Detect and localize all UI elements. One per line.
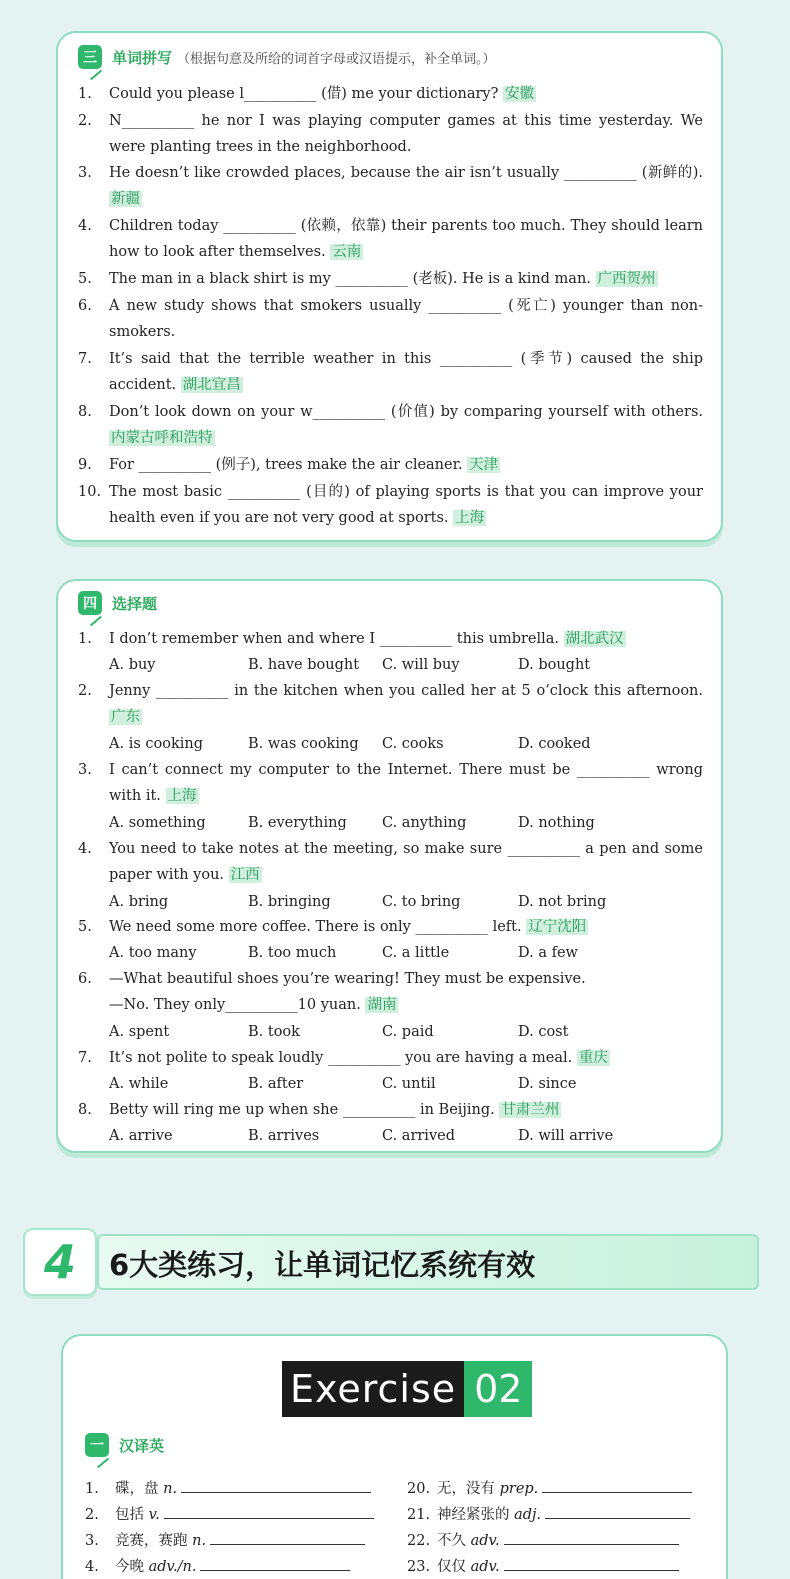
vocab-number: 20. <box>407 1481 431 1497</box>
question-item <box>78 346 703 399</box>
vocab-number: 4. <box>85 1559 99 1575</box>
region-tag: 上海 <box>455 510 485 527</box>
exercise-title-word: Exercise <box>282 1361 464 1417</box>
vocab-chinese: 今晚 <box>115 1559 149 1575</box>
vocab-part-of-speech: v. <box>148 1507 160 1523</box>
question-text: Don’t look down on your w__________ (价值) by comparing yourself with others. 内蒙古呼和浩特 <box>109 404 703 447</box>
answer-option[interactable]: D. a few <box>518 945 578 962</box>
vocab-chinese: 无，没有 <box>437 1481 500 1497</box>
region-tag: 江西 <box>230 867 260 884</box>
banner-number-badge: 4 <box>23 1228 97 1296</box>
question-text: —What beautiful shoes you’re wearing! They must be expensive. —No. They only__________10 yuan. 湖南 <box>109 971 586 1014</box>
answer-option[interactable]: D. cooked <box>518 735 591 752</box>
vocab-part-of-speech: n. <box>192 1533 207 1549</box>
answer-option[interactable]: B. was cooking <box>248 735 359 752</box>
vocab-item <box>407 1476 692 1502</box>
question-text: The most basic __________ (目的) of playing sports is that you can improve your health even if you are not very good at sports. 上海 <box>109 484 703 527</box>
answer-option[interactable]: B. have bought <box>248 657 360 674</box>
question-item <box>78 836 703 915</box>
answer-option[interactable]: D. nothing <box>518 814 595 831</box>
question-text: For __________ (例子), trees make the air cleaner. 天津 <box>109 457 499 473</box>
vocab-chinese: 神经紧张的 <box>437 1507 515 1523</box>
question-text: N__________ he nor I was playing computer games at this time yesterday. We were planting trees in the neighborhood. <box>109 113 703 156</box>
answer-option[interactable]: B. arrives <box>248 1128 320 1145</box>
answer-option[interactable]: A. spent <box>109 1023 170 1040</box>
exercise-title-number: 02 <box>464 1361 532 1417</box>
section-header <box>85 1433 164 1457</box>
region-tag: 新疆 <box>111 191 140 208</box>
answer-blank[interactable] <box>181 1477 371 1493</box>
vocab-part-of-speech: adv./n. <box>148 1559 197 1575</box>
answer-option[interactable]: B. too much <box>248 945 337 962</box>
answer-option[interactable]: A. something <box>109 814 206 831</box>
answer-blank[interactable] <box>504 1555 679 1571</box>
region-tag: 湖南 <box>367 997 397 1014</box>
question-text: Children today __________ (依赖，依靠) their parents too much. They should learn how to look after themselves. 云南 <box>109 218 703 261</box>
answer-option[interactable]: D. bought <box>518 657 591 674</box>
region-tag: 安徽 <box>504 86 534 102</box>
question-item <box>78 399 703 452</box>
question-item <box>78 966 703 1045</box>
answer-option[interactable]: A. buy <box>109 657 156 674</box>
answer-option[interactable]: D. since <box>518 1076 577 1093</box>
exercise-card <box>61 1334 728 1579</box>
multiple-choice-section-card <box>56 579 723 1153</box>
spelling-section-card <box>56 31 723 542</box>
question-number: 3. <box>78 762 92 778</box>
question-number: 8. <box>78 404 92 420</box>
question-item <box>78 914 703 967</box>
question-item <box>78 1097 703 1150</box>
question-text: Could you please l__________ (借) me your dictionary? 安徽 <box>109 86 534 102</box>
answer-blank[interactable] <box>164 1503 374 1519</box>
vocab-chinese: 包括 <box>115 1507 149 1523</box>
vocab-part-of-speech: n. <box>163 1481 178 1497</box>
vocab-chinese: 竞赛，赛跑 <box>115 1533 193 1549</box>
region-tag: 湖北宜昌 <box>182 377 241 394</box>
vocab-item <box>85 1502 374 1528</box>
answer-option[interactable]: A. bring <box>109 893 169 910</box>
answer-option[interactable]: C. until <box>382 1076 436 1093</box>
answer-option[interactable]: B. after <box>248 1076 304 1093</box>
answer-option[interactable]: C. paid <box>382 1023 434 1040</box>
question-item <box>78 266 703 292</box>
answer-option[interactable]: C. a little <box>382 945 450 962</box>
region-tag: 广西贺州 <box>597 271 656 287</box>
region-tag: 重庆 <box>578 1050 608 1066</box>
vocab-number: 21. <box>407 1507 431 1523</box>
vocab-number: 3. <box>85 1533 99 1549</box>
question-number: 3. <box>78 165 92 181</box>
feature-banner <box>97 1234 759 1290</box>
question-item <box>78 108 703 161</box>
question-text: He doesn’t like crowded places, because the air isn’t usually __________ (新鲜的). 新疆 <box>109 165 703 208</box>
answer-blank[interactable] <box>210 1529 365 1545</box>
answer-option[interactable]: D. cost <box>518 1023 569 1040</box>
banner-text: 6大类练习，让单词记忆系统有效 <box>109 1248 536 1282</box>
question-number: 4. <box>78 841 92 857</box>
answer-option[interactable]: A. is cooking <box>109 735 204 752</box>
question-text: A new study shows that smokers usually __________ (死亡) younger than non-smokers. <box>109 298 703 341</box>
question-item <box>78 479 703 532</box>
section-header <box>78 45 496 69</box>
section-number-badge: 三 <box>78 45 102 69</box>
section-header <box>78 591 157 615</box>
answer-blank[interactable] <box>542 1477 692 1493</box>
vocab-part-of-speech: adj. <box>514 1507 542 1523</box>
section-title: 单词拼写 <box>112 48 173 67</box>
question-number: 1. <box>78 631 92 647</box>
question-text: Betty will ring me up when she __________ in Beijing. 甘肃兰州 <box>109 1102 560 1118</box>
question-item <box>78 160 703 213</box>
question-text: It’s said that the terrible weather in this __________ (季节) caused the ship accident. 湖北宜昌 <box>109 351 703 394</box>
vocab-chinese: 不久 <box>437 1533 471 1549</box>
answer-blank[interactable] <box>545 1503 690 1519</box>
vocab-part-of-speech: prep. <box>499 1481 539 1497</box>
answer-option[interactable]: A. arrive <box>109 1128 173 1145</box>
question-number: 5. <box>78 271 92 287</box>
vocab-number: 2. <box>85 1507 99 1523</box>
question-item <box>78 452 703 478</box>
question-number: 6. <box>78 298 92 314</box>
section-number-badge: 四 <box>78 591 102 615</box>
vocab-chinese: 碟，盘 <box>115 1481 164 1497</box>
answer-option[interactable]: B. bringing <box>248 893 331 910</box>
vocab-item <box>85 1528 365 1554</box>
region-tag: 湖北武汉 <box>565 631 624 647</box>
answer-blank[interactable] <box>200 1555 350 1571</box>
answer-option[interactable]: D. will arrive <box>518 1128 614 1145</box>
answer-option[interactable]: B. took <box>248 1023 300 1040</box>
question-number: 4. <box>78 218 92 234</box>
question-number: 2. <box>78 113 92 129</box>
answer-blank[interactable] <box>504 1529 679 1545</box>
question-text: It’s not polite to speak loudly __________ you are having a meal. 重庆 <box>109 1050 608 1066</box>
region-tag: 广东 <box>111 709 140 726</box>
question-number: 1. <box>78 86 92 102</box>
question-item <box>78 81 703 107</box>
answer-option[interactable]: A. too many <box>109 945 197 962</box>
question-item <box>78 293 703 346</box>
answer-option[interactable]: C. will buy <box>382 657 460 674</box>
region-tag: 甘肃兰州 <box>501 1102 560 1118</box>
question-text: I can’t connect my computer to the Internet. There must be __________ wrong with it. 上海 <box>109 762 703 805</box>
vocab-number: 1. <box>85 1481 99 1497</box>
question-item <box>78 757 703 836</box>
question-number: 9. <box>78 457 92 473</box>
question-number: 8. <box>78 1102 92 1118</box>
answer-option[interactable]: B. everything <box>248 814 347 831</box>
vocab-number: 22. <box>407 1533 431 1549</box>
question-number: 7. <box>78 351 92 367</box>
vocab-chinese: 仅仅 <box>437 1559 471 1575</box>
question-item <box>78 626 703 679</box>
region-tag: 辽宁沈阳 <box>528 919 587 935</box>
question-text: The man in a black shirt is my __________ (老板). He is a kind man. 广西贺州 <box>109 271 656 287</box>
vocab-part-of-speech: adv. <box>470 1533 500 1549</box>
question-number: 2. <box>78 683 92 699</box>
vocab-number: 23. <box>407 1559 431 1575</box>
section-title: 选择题 <box>112 594 158 613</box>
section-instructions: （根据句意及所给的词首字母或汉语提示，补全单词。） <box>177 51 496 67</box>
question-text: We need some more coffee. There is only __________ left. 辽宁沈阳 <box>109 919 587 935</box>
answer-option[interactable]: C. to bring <box>382 893 461 910</box>
section-title: 汉译英 <box>119 1436 165 1455</box>
vocab-item <box>407 1502 690 1528</box>
answer-option[interactable]: C. anything <box>382 814 467 831</box>
question-text: I don’t remember when and where I __________ this umbrella. 湖北武汉 <box>109 631 624 647</box>
vocab-item <box>85 1476 371 1502</box>
answer-option[interactable]: A. while <box>109 1076 169 1093</box>
question-item <box>78 1045 703 1098</box>
question-number: 10. <box>78 484 102 500</box>
question-number: 5. <box>78 919 92 935</box>
vocab-part-of-speech: adv. <box>470 1559 500 1575</box>
region-tag: 内蒙古呼和浩特 <box>111 430 213 447</box>
question-item <box>78 678 703 757</box>
vocab-item <box>407 1554 679 1579</box>
vocab-item <box>407 1528 679 1554</box>
vocab-item <box>85 1554 350 1579</box>
region-tag: 云南 <box>332 244 362 261</box>
question-text: Jenny __________ in the kitchen when you called her at 5 o’clock this afternoon. 广东 <box>109 683 703 726</box>
question-number: 6. <box>78 971 92 987</box>
answer-option[interactable]: C. cooks <box>382 735 444 752</box>
answer-option[interactable]: C. arrived <box>382 1128 455 1145</box>
region-tag: 上海 <box>167 788 197 805</box>
region-tag: 天津 <box>469 457 499 473</box>
exercise-title <box>282 1361 532 1417</box>
section-number-badge: 一 <box>85 1433 109 1457</box>
answer-option[interactable]: D. not bring <box>518 893 607 910</box>
question-item <box>78 213 703 266</box>
question-number: 7. <box>78 1050 92 1066</box>
question-text: You need to take notes at the meeting, so make sure __________ a pen and some paper with you. 江西 <box>109 841 703 884</box>
